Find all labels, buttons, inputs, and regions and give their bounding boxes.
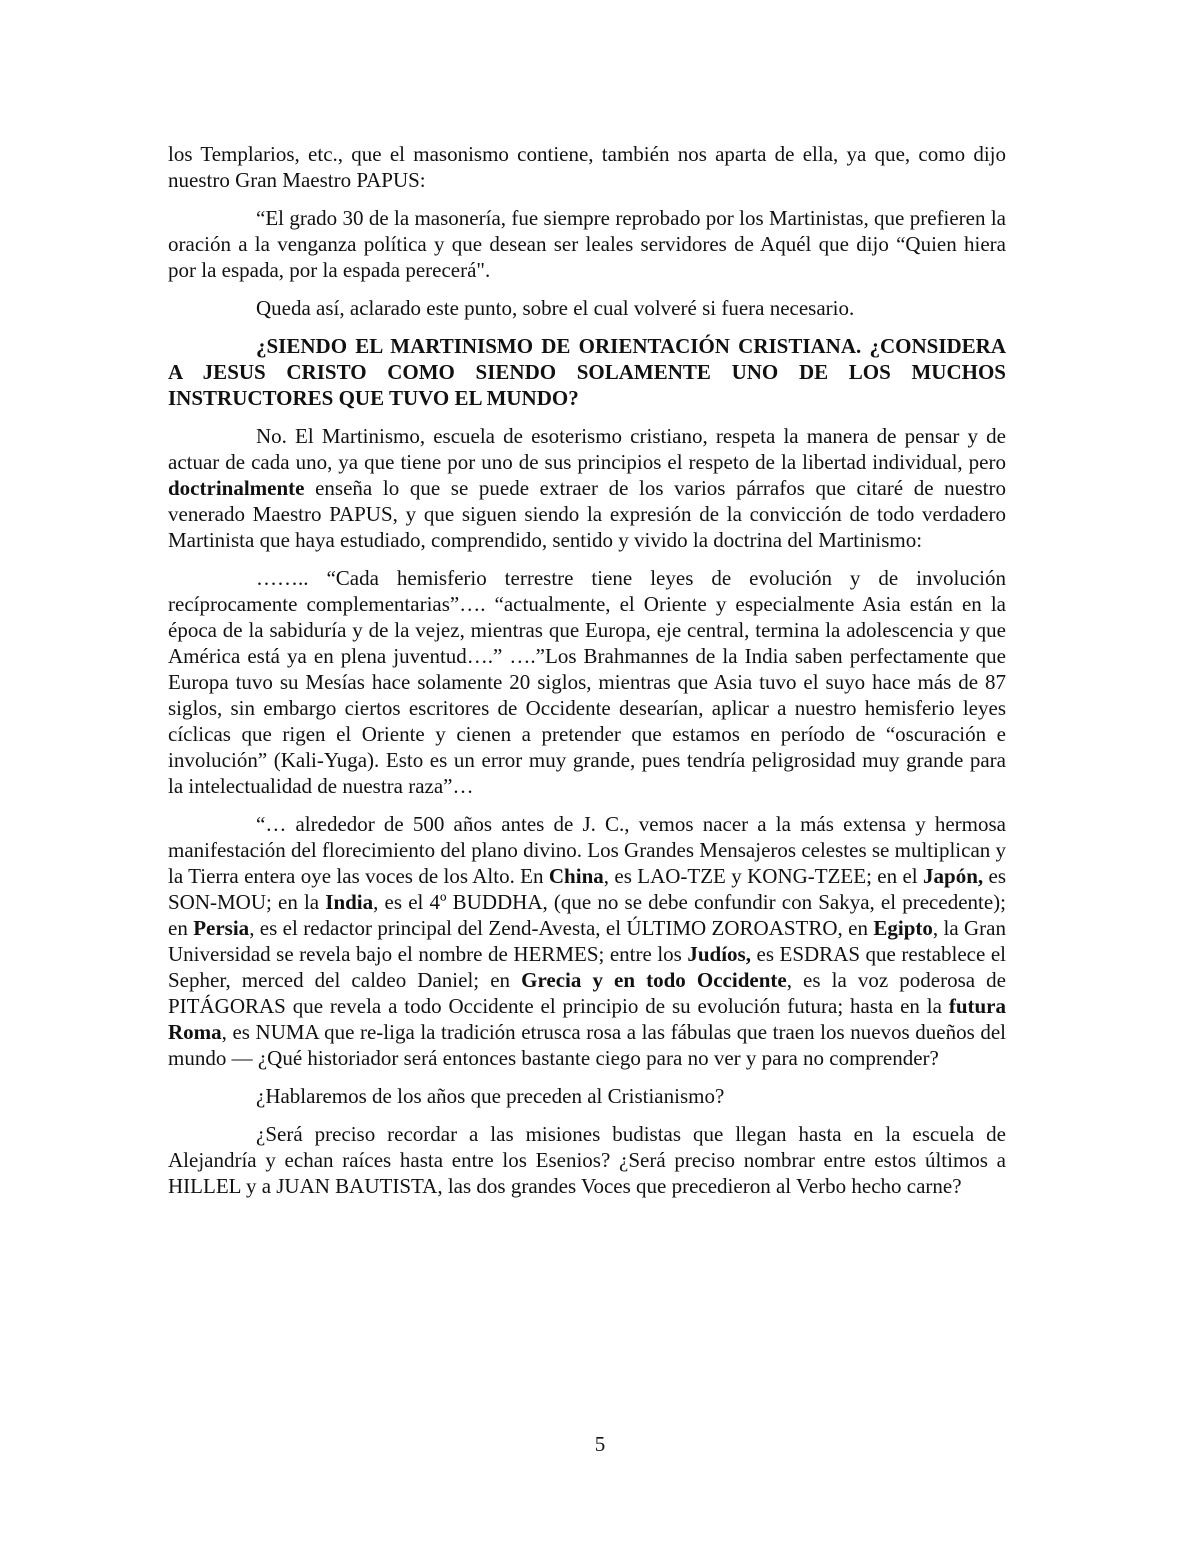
text-run: los Templarios, etc., que el masonismo contiene, también nos aparta de ella, ya que, como dijo nuestro Gran Maestro PAPUS: bbox=[168, 142, 1006, 192]
body-text bbox=[168, 141, 1006, 1211]
bold-run: futura Roma bbox=[168, 994, 1006, 1044]
text-run: es ESDRAS que restablece el Sepher, merced del caldeo Daniel; en bbox=[168, 942, 1006, 992]
text-run: , es LAO-TZE y KONG-TZEE; en el bbox=[603, 864, 924, 888]
bold-run: Grecia y en todo Occidente bbox=[521, 968, 787, 992]
bold-run: Egipto bbox=[873, 916, 933, 940]
paragraph bbox=[168, 205, 1006, 283]
bold-run: doctrinalmente bbox=[168, 476, 305, 500]
bold-run: Japón, bbox=[923, 864, 984, 888]
bold-run: ¿SIENDO EL MARTINISMO DE ORIENTACIÓN CRISTIANA. ¿CONSIDERA A JESUS CRISTO COMO SIENDO SOLAMENTE UNO DE LOS MUCHOS INSTRUCTORES QUE TUVO EL MUNDO? bbox=[168, 334, 1006, 410]
paragraph bbox=[168, 295, 1006, 321]
text-run: ¿Será preciso recordar a las misiones budistas que llegan hasta en la escuela de Alejandría y echan raíces hasta entre los Esenios? ¿Será preciso nombrar entre estos últimos a HILLEL y a JUAN BAUTISTA, las dos grandes Voces que precedieron al Verbo hecho carne? bbox=[168, 1122, 1006, 1198]
text-run: ¿Hablaremos de los años que preceden al Cristianismo? bbox=[256, 1084, 725, 1108]
text-run: “… alrededor de 500 años antes de J. C., vemos nacer a la más extensa y hermosa manifestación del florecimiento del plano divino. Los Grandes Mensajeros celestes se multiplican y la Tierra entera oye las voces de los Alto. En bbox=[168, 812, 1007, 888]
text-run: , es la voz poderosa de PITÁGORAS que revela a todo Occidente el principio de su evolución futura; hasta en la bbox=[168, 968, 1006, 1018]
bold-run: China bbox=[548, 864, 604, 888]
text-run: No. El Martinismo, escuela de esoterismo cristiano, respeta la manera de pensar y de actuar de cada uno, ya que tiene por uno de sus principios el respeto de la libertad individual, pero bbox=[168, 424, 1006, 474]
text-run: Queda así, aclarado este punto, sobre el cual volveré si fuera necesario. bbox=[256, 296, 855, 320]
text-run: …….. “Cada hemisferio terrestre tiene leyes de evolución y de involución recíprocamente complementarias”…. “actualmente, el Oriente y especialmente Asia están en la época de la sabiduría y de la vejez, mientras que Europa, eje central, termina la adolescencia y que América está ya en plena juventud….” ….”Los Brahmannes de la India saben perfectamente que Europa tuvo su Mesías hace solamente 20 siglos, mientras que Asia tuvo el suyo hace más de 87 siglos, sin embargo ciertos escritores de Occidente desearían, aplicar a nuestro hemisferio leyes cíclicas que rigen el Oriente y cienen a pretender que estamos en período de “oscuración e involución” (Kali-Yuga). Esto es un error muy grande, pues tendría peligrosidad muy grande para la intelectualidad de nuestra raza”… bbox=[168, 566, 1006, 798]
bold-run: Judíos, bbox=[687, 942, 751, 966]
bold-run: Persia bbox=[193, 916, 250, 940]
text-run: , la Gran Universidad se revela bajo el nombre de HERMES; entre los bbox=[168, 916, 1007, 966]
text-run: , es el redactor principal del Zend-Avesta, el ÚLTIMO ZOROASTRO, en bbox=[249, 916, 874, 940]
paragraph bbox=[168, 423, 1006, 553]
bold-run: India bbox=[325, 890, 374, 914]
section-heading bbox=[168, 333, 1006, 411]
paragraph bbox=[168, 1121, 1006, 1199]
text-run: , es NUMA que re-liga la tradición etrusca rosa a las fábulas que traen los nuevos dueños del mundo — ¿Qué historiador será entonces bastante ciego para no ver y para no comprender? bbox=[168, 1020, 1006, 1070]
text-run: es SON-MOU; en la bbox=[168, 864, 1006, 914]
paragraph bbox=[168, 141, 1006, 193]
page-number: 5 bbox=[594, 1432, 606, 1456]
text-run: enseña lo que se puede extraer de los varios párrafos que citaré de nuestro venerado Maestro PAPUS, y que siguen siendo la expresión de la convicción de todo verdadero Martinista que haya estudiado, comprendido, sentido y vivido la doctrina del Martinismo: bbox=[168, 476, 1006, 552]
text-run: , es el 4º BUDDHA, (que no se debe confundir con Sakya, el precedente); en bbox=[168, 890, 1007, 940]
paragraph bbox=[168, 1083, 1006, 1109]
text-run: “El grado 30 de la masonería, fue siempre reprobado por los Martinistas, que prefieren la oración a la venganza política y que desean ser leales servidores de Aquél que dijo “Quien hiera por la espada, por la espada perecerá". bbox=[168, 206, 1006, 282]
paragraph bbox=[168, 565, 1006, 799]
paragraph bbox=[168, 811, 1006, 1071]
